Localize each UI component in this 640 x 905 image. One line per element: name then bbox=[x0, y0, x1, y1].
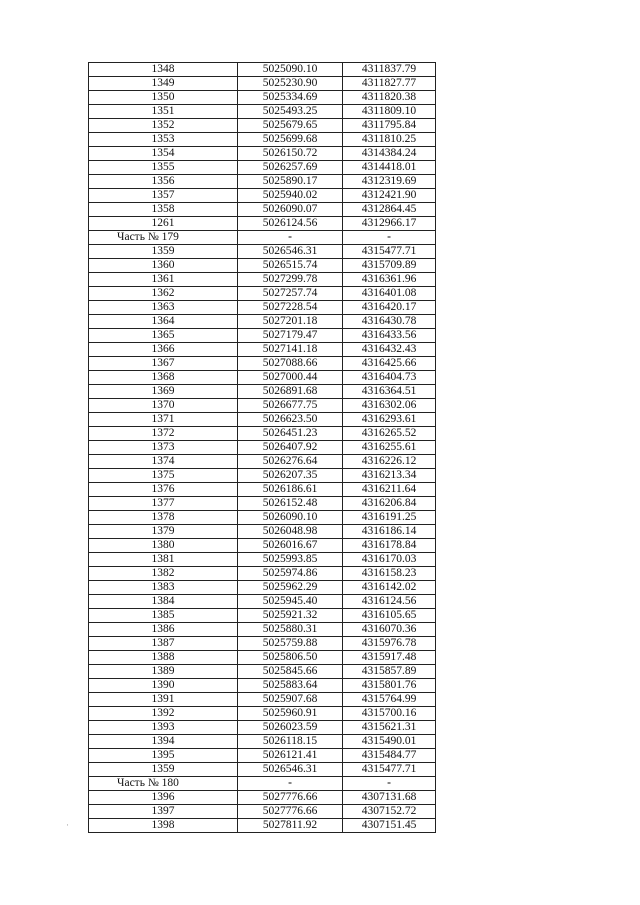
point-number-cell: 1375 bbox=[89, 469, 238, 483]
point-number-cell: 1373 bbox=[89, 441, 238, 455]
part-header-row bbox=[89, 231, 436, 245]
table-row bbox=[89, 553, 436, 567]
table-row bbox=[89, 721, 436, 735]
point-number-cell: 1384 bbox=[89, 595, 238, 609]
y-coordinate-cell: 4316364.51 bbox=[343, 385, 436, 399]
x-coordinate-cell: 5026677.75 bbox=[238, 399, 343, 413]
y-coordinate-cell: 4312319.69 bbox=[343, 175, 436, 189]
y-coordinate-cell: 4316070.36 bbox=[343, 623, 436, 637]
x-coordinate-cell: 5026023.59 bbox=[238, 721, 343, 735]
table-row bbox=[89, 665, 436, 679]
y-coordinate-cell: 4315801.76 bbox=[343, 679, 436, 693]
x-coordinate-cell: 5025679.65 bbox=[238, 119, 343, 133]
point-number-cell: 1397 bbox=[89, 805, 238, 819]
y-coordinate-cell: 4316124.56 bbox=[343, 595, 436, 609]
point-number-cell: 1390 bbox=[89, 679, 238, 693]
x-coordinate-cell: 5025940.02 bbox=[238, 189, 343, 203]
table-row bbox=[89, 119, 436, 133]
point-number-cell: 1348 bbox=[89, 63, 238, 77]
point-number-cell: 1350 bbox=[89, 91, 238, 105]
y-coordinate-cell: 4316158.23 bbox=[343, 567, 436, 581]
x-coordinate-cell: 5026090.10 bbox=[238, 511, 343, 525]
y-coordinate-cell: 4315700.16 bbox=[343, 707, 436, 721]
y-coordinate-cell: 4316265.52 bbox=[343, 427, 436, 441]
point-number-cell: 1379 bbox=[89, 525, 238, 539]
table-row bbox=[89, 203, 436, 217]
x-coordinate-cell: 5027179.47 bbox=[238, 329, 343, 343]
x-coordinate-cell: 5025883.64 bbox=[238, 679, 343, 693]
y-coordinate-cell: 4316361.96 bbox=[343, 273, 436, 287]
y-coordinate-cell: 4311827.77 bbox=[343, 77, 436, 91]
y-coordinate-cell: 4311809.10 bbox=[343, 105, 436, 119]
part-label-cell: Часть № 179 bbox=[89, 231, 238, 245]
x-coordinate-cell: 5025699.68 bbox=[238, 133, 343, 147]
x-coordinate-cell: 5026124.56 bbox=[238, 217, 343, 231]
x-coordinate-cell: 5025845.66 bbox=[238, 665, 343, 679]
table-row bbox=[89, 469, 436, 483]
x-coordinate-cell: 5025880.31 bbox=[238, 623, 343, 637]
y-coordinate-cell: 4316293.61 bbox=[343, 413, 436, 427]
table-row bbox=[89, 441, 436, 455]
point-number-cell: 1369 bbox=[89, 385, 238, 399]
y-coordinate-cell: 4316211.64 bbox=[343, 483, 436, 497]
point-number-cell: 1383 bbox=[89, 581, 238, 595]
table-row bbox=[89, 791, 436, 805]
x-coordinate-cell: 5026207.35 bbox=[238, 469, 343, 483]
y-coordinate-cell: 4315709.89 bbox=[343, 259, 436, 273]
x-coordinate-cell: 5025945.40 bbox=[238, 595, 343, 609]
point-number-cell: 1394 bbox=[89, 735, 238, 749]
x-coordinate-cell: 5025974.86 bbox=[238, 567, 343, 581]
y-coordinate-cell: 4316213.34 bbox=[343, 469, 436, 483]
y-coordinate-cell: 4311837.79 bbox=[343, 63, 436, 77]
table-row bbox=[89, 91, 436, 105]
point-number-cell: 1351 bbox=[89, 105, 238, 119]
x-coordinate-cell: 5027228.54 bbox=[238, 301, 343, 315]
x-coordinate-cell: 5026150.72 bbox=[238, 147, 343, 161]
table-row bbox=[89, 581, 436, 595]
table-row bbox=[89, 105, 436, 119]
table-row bbox=[89, 259, 436, 273]
y-coordinate-cell: 4314384.24 bbox=[343, 147, 436, 161]
x-coordinate-cell: 5026407.92 bbox=[238, 441, 343, 455]
point-number-cell: 1392 bbox=[89, 707, 238, 721]
table-row bbox=[89, 567, 436, 581]
point-number-cell: 1363 bbox=[89, 301, 238, 315]
point-number-cell: 1365 bbox=[89, 329, 238, 343]
y-coordinate-cell: 4316178.84 bbox=[343, 539, 436, 553]
x-coordinate-cell: 5025890.17 bbox=[238, 175, 343, 189]
y-coordinate-cell: 4307151.45 bbox=[343, 819, 436, 833]
x-coordinate-cell: 5025493.25 bbox=[238, 105, 343, 119]
table-row bbox=[89, 637, 436, 651]
table-row bbox=[89, 147, 436, 161]
y-coordinate-cell: 4315764.99 bbox=[343, 693, 436, 707]
table-row bbox=[89, 819, 436, 833]
table-row bbox=[89, 329, 436, 343]
y-coordinate-cell: 4315917.48 bbox=[343, 651, 436, 665]
point-number-cell: 1359 bbox=[89, 245, 238, 259]
point-number-cell: 1374 bbox=[89, 455, 238, 469]
y-coordinate-cell: 4311820.38 bbox=[343, 91, 436, 105]
point-number-cell: 1377 bbox=[89, 497, 238, 511]
point-number-cell: 1367 bbox=[89, 357, 238, 371]
point-number-cell: 1368 bbox=[89, 371, 238, 385]
table-row bbox=[89, 707, 436, 721]
x-coordinate-cell: 5026152.48 bbox=[238, 497, 343, 511]
table-row bbox=[89, 385, 436, 399]
y-coordinate-cell: 4316425.66 bbox=[343, 357, 436, 371]
x-coordinate-cell: 5025960.91 bbox=[238, 707, 343, 721]
point-number-cell: 1261 bbox=[89, 217, 238, 231]
table-row bbox=[89, 455, 436, 469]
y-coordinate-cell: 4316432.43 bbox=[343, 343, 436, 357]
point-number-cell: 1381 bbox=[89, 553, 238, 567]
x-coordinate-cell: 5027000.44 bbox=[238, 371, 343, 385]
point-number-cell: 1349 bbox=[89, 77, 238, 91]
table-row bbox=[89, 357, 436, 371]
table-row bbox=[89, 511, 436, 525]
y-coordinate-cell: 4315976.78 bbox=[343, 637, 436, 651]
x-coordinate-cell: 5026090.07 bbox=[238, 203, 343, 217]
x-coordinate-cell: 5027776.66 bbox=[238, 791, 343, 805]
point-number-cell: 1388 bbox=[89, 651, 238, 665]
coordinates-table bbox=[88, 62, 436, 833]
table-row bbox=[89, 693, 436, 707]
point-number-cell: 1393 bbox=[89, 721, 238, 735]
x-coordinate-cell: 5026257.69 bbox=[238, 161, 343, 175]
y-coordinate-cell: 4316206.84 bbox=[343, 497, 436, 511]
table-row bbox=[89, 189, 436, 203]
y-coordinate-cell: 4315484.77 bbox=[343, 749, 436, 763]
y-coordinate-cell: 4316433.56 bbox=[343, 329, 436, 343]
x-coordinate-cell: 5025907.68 bbox=[238, 693, 343, 707]
point-number-cell: 1355 bbox=[89, 161, 238, 175]
y-coordinate-cell: 4316226.12 bbox=[343, 455, 436, 469]
y-coordinate-cell: 4316420.17 bbox=[343, 301, 436, 315]
x-coordinate-cell: 5026121.41 bbox=[238, 749, 343, 763]
x-coordinate-cell: 5027811.92 bbox=[238, 819, 343, 833]
x-coordinate-cell: - bbox=[238, 231, 343, 245]
point-number-cell: 1378 bbox=[89, 511, 238, 525]
x-coordinate-cell: 5025759.88 bbox=[238, 637, 343, 651]
y-coordinate-cell: 4311795.84 bbox=[343, 119, 436, 133]
y-coordinate-cell: 4312864.45 bbox=[343, 203, 436, 217]
table-row bbox=[89, 77, 436, 91]
y-coordinate-cell: - bbox=[343, 231, 436, 245]
x-coordinate-cell: 5026451.23 bbox=[238, 427, 343, 441]
table-row bbox=[89, 343, 436, 357]
x-coordinate-cell: 5025962.29 bbox=[238, 581, 343, 595]
y-coordinate-cell: 4316430.78 bbox=[343, 315, 436, 329]
x-coordinate-cell: 5025806.50 bbox=[238, 651, 343, 665]
table-row bbox=[89, 371, 436, 385]
x-coordinate-cell: 5026515.74 bbox=[238, 259, 343, 273]
table-row bbox=[89, 315, 436, 329]
table-row bbox=[89, 805, 436, 819]
point-number-cell: 1386 bbox=[89, 623, 238, 637]
table-row bbox=[89, 651, 436, 665]
table-row bbox=[89, 483, 436, 497]
y-coordinate-cell: 4312966.17 bbox=[343, 217, 436, 231]
point-number-cell: 1352 bbox=[89, 119, 238, 133]
point-number-cell: 1398 bbox=[89, 819, 238, 833]
x-coordinate-cell: 5026546.31 bbox=[238, 245, 343, 259]
x-coordinate-cell: 5026276.64 bbox=[238, 455, 343, 469]
point-number-cell: 1359 bbox=[89, 763, 238, 777]
y-coordinate-cell: 4315857.89 bbox=[343, 665, 436, 679]
table-row bbox=[89, 399, 436, 413]
y-coordinate-cell: 4315621.31 bbox=[343, 721, 436, 735]
point-number-cell: 1360 bbox=[89, 259, 238, 273]
table-row bbox=[89, 287, 436, 301]
y-coordinate-cell: 4316105.65 bbox=[343, 609, 436, 623]
point-number-cell: 1362 bbox=[89, 287, 238, 301]
table-row bbox=[89, 161, 436, 175]
point-number-cell: 1382 bbox=[89, 567, 238, 581]
x-coordinate-cell: 5026118.15 bbox=[238, 735, 343, 749]
table-row bbox=[89, 735, 436, 749]
table-row bbox=[89, 609, 436, 623]
x-coordinate-cell: 5025921.32 bbox=[238, 609, 343, 623]
x-coordinate-cell: 5027141.18 bbox=[238, 343, 343, 357]
point-number-cell: 1376 bbox=[89, 483, 238, 497]
table-row bbox=[89, 623, 436, 637]
y-coordinate-cell: 4314418.01 bbox=[343, 161, 436, 175]
part-header-row bbox=[89, 777, 436, 791]
x-coordinate-cell: 5026048.98 bbox=[238, 525, 343, 539]
point-number-cell: 1395 bbox=[89, 749, 238, 763]
point-number-cell: 1380 bbox=[89, 539, 238, 553]
table-row bbox=[89, 749, 436, 763]
table-row bbox=[89, 539, 436, 553]
y-coordinate-cell: 4316302.06 bbox=[343, 399, 436, 413]
y-coordinate-cell: 4316186.14 bbox=[343, 525, 436, 539]
x-coordinate-cell: 5027776.66 bbox=[238, 805, 343, 819]
x-coordinate-cell: 5025993.85 bbox=[238, 553, 343, 567]
point-number-cell: 1356 bbox=[89, 175, 238, 189]
point-number-cell: 1389 bbox=[89, 665, 238, 679]
point-number-cell: 1391 bbox=[89, 693, 238, 707]
table-row bbox=[89, 595, 436, 609]
y-coordinate-cell: 4316401.08 bbox=[343, 287, 436, 301]
x-coordinate-cell: 5027299.78 bbox=[238, 273, 343, 287]
table-row bbox=[89, 427, 436, 441]
table-row bbox=[89, 679, 436, 693]
x-coordinate-cell: 5026546.31 bbox=[238, 763, 343, 777]
part-label-cell: Часть № 180 bbox=[89, 777, 238, 791]
x-coordinate-cell: 5025334.69 bbox=[238, 91, 343, 105]
x-coordinate-cell: 5026623.50 bbox=[238, 413, 343, 427]
y-coordinate-cell: 4316142.02 bbox=[343, 581, 436, 595]
table-row bbox=[89, 497, 436, 511]
y-coordinate-cell: 4307131.68 bbox=[343, 791, 436, 805]
x-coordinate-cell: 5027201.18 bbox=[238, 315, 343, 329]
y-coordinate-cell: 4316191.25 bbox=[343, 511, 436, 525]
x-coordinate-cell: - bbox=[238, 777, 343, 791]
table-row bbox=[89, 175, 436, 189]
y-coordinate-cell: 4307152.72 bbox=[343, 805, 436, 819]
point-number-cell: 1371 bbox=[89, 413, 238, 427]
margin-mark: · bbox=[66, 820, 69, 830]
y-coordinate-cell: 4315490.01 bbox=[343, 735, 436, 749]
x-coordinate-cell: 5026891.68 bbox=[238, 385, 343, 399]
point-number-cell: 1353 bbox=[89, 133, 238, 147]
point-number-cell: 1357 bbox=[89, 189, 238, 203]
point-number-cell: 1366 bbox=[89, 343, 238, 357]
table-row bbox=[89, 133, 436, 147]
point-number-cell: 1387 bbox=[89, 637, 238, 651]
x-coordinate-cell: 5026016.67 bbox=[238, 539, 343, 553]
table-row bbox=[89, 273, 436, 287]
x-coordinate-cell: 5026186.61 bbox=[238, 483, 343, 497]
point-number-cell: 1364 bbox=[89, 315, 238, 329]
x-coordinate-cell: 5027088.66 bbox=[238, 357, 343, 371]
x-coordinate-cell: 5027257.74 bbox=[238, 287, 343, 301]
table-row bbox=[89, 245, 436, 259]
point-number-cell: 1354 bbox=[89, 147, 238, 161]
x-coordinate-cell: 5025090.10 bbox=[238, 63, 343, 77]
table-row bbox=[89, 525, 436, 539]
point-number-cell: 1372 bbox=[89, 427, 238, 441]
point-number-cell: 1385 bbox=[89, 609, 238, 623]
y-coordinate-cell: 4311810.25 bbox=[343, 133, 436, 147]
y-coordinate-cell: 4316255.61 bbox=[343, 441, 436, 455]
coordinates-table-body bbox=[89, 63, 436, 833]
point-number-cell: 1396 bbox=[89, 791, 238, 805]
table-row bbox=[89, 301, 436, 315]
y-coordinate-cell: 4316404.73 bbox=[343, 371, 436, 385]
table-row bbox=[89, 763, 436, 777]
point-number-cell: 1361 bbox=[89, 273, 238, 287]
table-row bbox=[89, 217, 436, 231]
x-coordinate-cell: 5025230.90 bbox=[238, 77, 343, 91]
y-coordinate-cell: 4315477.71 bbox=[343, 763, 436, 777]
point-number-cell: 1358 bbox=[89, 203, 238, 217]
y-coordinate-cell: 4315477.71 bbox=[343, 245, 436, 259]
table-row bbox=[89, 413, 436, 427]
y-coordinate-cell: - bbox=[343, 777, 436, 791]
table-row bbox=[89, 63, 436, 77]
y-coordinate-cell: 4312421.90 bbox=[343, 189, 436, 203]
y-coordinate-cell: 4316170.03 bbox=[343, 553, 436, 567]
point-number-cell: 1370 bbox=[89, 399, 238, 413]
